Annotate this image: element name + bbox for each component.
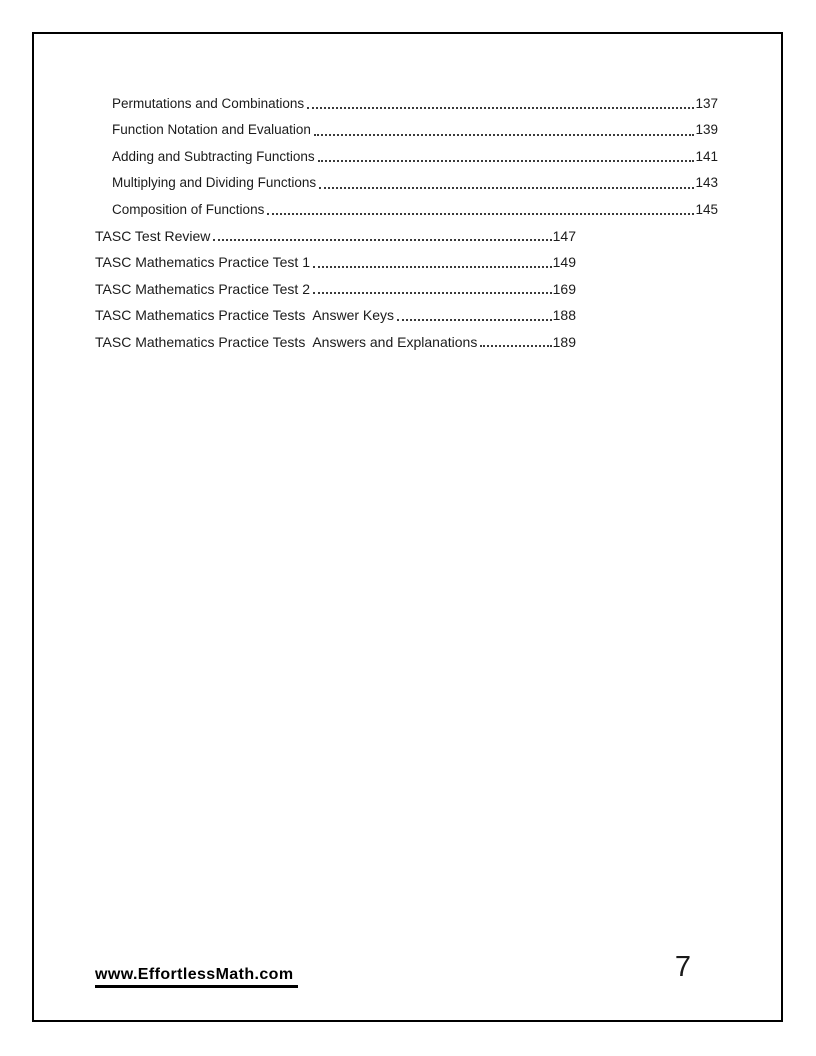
toc-entry-label: TASC Mathematics Practice Test 2 xyxy=(95,280,310,297)
toc-entry-page: 137 xyxy=(695,96,718,111)
toc-entry-page: 143 xyxy=(695,175,718,191)
dot-leader xyxy=(310,249,553,275)
dot-leader xyxy=(210,223,552,249)
toc-entry-label: TASC Test Review xyxy=(95,227,211,244)
toc-entry-label: TASC Mathematics Practice Test 1 xyxy=(95,254,310,271)
toc-entry[interactable] xyxy=(95,170,718,196)
table-of-contents xyxy=(95,91,718,355)
toc-entry-page: 145 xyxy=(695,201,718,217)
dot-leader xyxy=(310,276,553,302)
toc-entry[interactable] xyxy=(95,223,576,249)
toc-entry[interactable] xyxy=(95,302,576,328)
dot-leader xyxy=(311,117,696,143)
dot-leader xyxy=(477,329,552,355)
page-number: 7 xyxy=(674,951,692,983)
toc-entry-page: 147 xyxy=(552,227,576,244)
toc-entry[interactable] xyxy=(95,144,718,170)
toc-entry-label: Permutations and Combinations xyxy=(112,96,305,111)
toc-entry[interactable] xyxy=(95,117,718,143)
dot-leader xyxy=(304,91,695,117)
toc-entry-label: Multiplying and Dividing Functions xyxy=(112,175,317,191)
toc-entry-page: 169 xyxy=(552,280,576,297)
toc-entry[interactable] xyxy=(95,276,576,302)
toc-main-entries-group xyxy=(95,223,718,355)
toc-entry-page: 149 xyxy=(552,254,576,271)
toc-entry-page: 188 xyxy=(552,307,576,324)
dot-leader xyxy=(315,144,696,170)
footer-website-link[interactable]: www.EffortlessMath.com xyxy=(95,966,298,988)
toc-sub-entries-group xyxy=(95,91,718,223)
toc-entry[interactable] xyxy=(95,197,718,223)
toc-entry[interactable] xyxy=(95,91,718,117)
toc-entry[interactable] xyxy=(95,249,576,275)
toc-entry-label: Composition of Functions xyxy=(112,201,265,217)
toc-entry[interactable] xyxy=(95,329,576,355)
toc-entry-label: TASC Mathematics Practice Tests Answers and Explanations xyxy=(95,333,478,350)
toc-entry-label: Adding and Subtracting Functions xyxy=(112,148,315,164)
toc-entry-label: TASC Mathematics Practice Tests Answer Keys xyxy=(95,307,395,324)
toc-entry-page: 141 xyxy=(695,148,718,164)
dot-leader xyxy=(394,302,553,328)
dot-leader xyxy=(264,197,695,223)
toc-entry-label: Function Notation and Evaluation xyxy=(112,122,311,138)
toc-entry-page: 139 xyxy=(695,122,718,138)
dot-leader xyxy=(316,170,695,196)
toc-entry-page: 189 xyxy=(552,333,576,350)
